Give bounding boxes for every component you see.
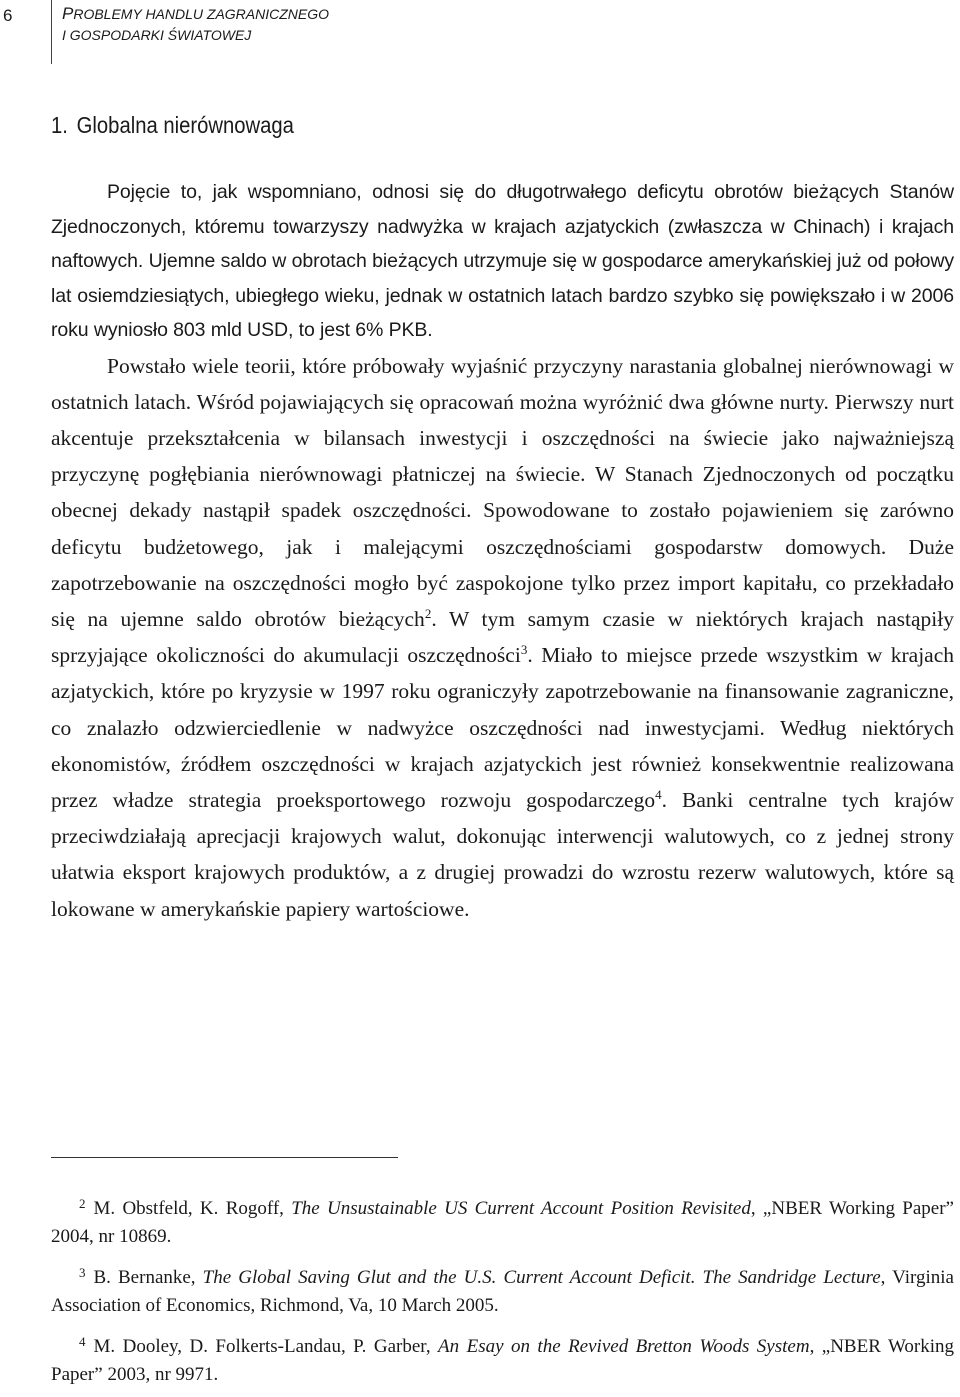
body-text	[51, 175, 954, 927]
footnote-ref-4[interactable]: 4	[655, 786, 662, 802]
running-head-line-1	[62, 3, 329, 25]
footnote-2	[51, 1190, 954, 1251]
footnote-mark: 3	[79, 1265, 86, 1280]
footnote-ref-3[interactable]: 3	[520, 641, 528, 657]
running-head	[62, 3, 329, 46]
footnote-authors: M. Obstfeld, K. Rogoff,	[93, 1198, 292, 1219]
paragraph-2-body-d: . Banki centralne tych krajów przeciwdziałają aprecjacji krajowych walut, dokonując interwencji walutowych, co z jednej strony ułatwia eksport krajowych produktów, a z drugiej prowadzi do wzrostu rezerw walutowych, które są lokowane w amerykańskie papiery wartościowe.	[51, 787, 954, 921]
page-number: 6	[3, 6, 13, 25]
paragraph-2-intro: Powstało wiele teorii, które próbowały wyjaśnić przyczyny narastania globalnej nierównowagi w ostatnich latach. Wśród pojawiających się opracowań można wyróżnić dwa główne nurty.	[51, 353, 954, 414]
running-head-initial: P	[62, 4, 74, 23]
paragraph-2-body-c: . Miało to miejsce przede wszystkim w krajach azjatyckich, które po kryzysie w 1997 roku ograniczyły zapotrzebowanie na finansowanie zagraniczne, co znalazło odzwierciedlenie w nadwyżce oszczędności nad inwestycjami. Według niektórych ekonomistów, źródłem oszczędności w krajach azjatyckich jest również konsekwentnie realizowana przez władze strategia proeksportowego rozwoju gospodarczego	[51, 643, 955, 812]
footnote-3	[51, 1259, 954, 1320]
footnote-separator	[51, 1157, 398, 1158]
paragraph-2-body-a: Pierwszy nurt akcentuje przekształcenia w bilansach inwestycji i oszczędności na świecie jako najważniejszą przyczynę pogłębiania nierównowagi płatniczej na świecie. W Stanach Zjednoczonych od początku obecnej dekady nastąpił spadek oszczędności. Spowodowane to zostało pojawieniem się zarówno deficytu budżetowego, jak i malejącymi oszczędnościami gospodarstw domowych. Duże zapotrzebowanie na oszczędności mogło być zaspokojone tylko przez import kapitału, co przekładało się na ujemne saldo obrotów bieżących	[51, 389, 955, 631]
paragraph-1: Pojęcie to, jak wspomniano, odnosi się do długotrwałego deficytu obrotów bieżących Stanów Zjednoczonych, któremu towarzyszy nadwyżka w krajach azjatyckich (zwłaszcza w Chinach) i krajach naftowych. Ujemne saldo w obrotach bieżących utrzymuje się w gospodarce amerykańskiej już od połowy lat osiemdziesiątych, ubiegłego wieku, jednak w ostatnich latach bardzo szybko się powiększało i w 2006 roku wyniosło 803 mld USD, to jest 6% PKB.	[51, 181, 954, 341]
running-head-line-2: I GOSPODARKI ŚWIATOWEJ	[62, 27, 252, 43]
section-number: 1.	[51, 112, 68, 138]
section-title: Globalna nierównowaga	[76, 112, 294, 138]
footnote-mark: 4	[79, 1334, 86, 1349]
footnote-source: , Virginia Association of Economics, Richmond, Va, 10 March 2005.	[51, 1267, 954, 1316]
footnote-4	[51, 1328, 954, 1389]
footnote-ref-2[interactable]: 2	[424, 605, 432, 621]
section-heading	[51, 112, 294, 139]
header-divider	[51, 0, 52, 64]
footnotes	[51, 1190, 954, 1397]
footnote-authors: M. Dooley, D. Folkerts-Landau, P. Garber,	[93, 1336, 439, 1357]
footnote-mark: 2	[79, 1196, 86, 1211]
footnote-source: , „NBER Working Paper” 2004, nr 10869.	[51, 1198, 954, 1247]
footnote-title: The Global Saving Glut and the U.S. Current Account Deficit. The Sandridge Lecture	[202, 1267, 881, 1288]
footnote-title: The Unsustainable US Current Account Position Revisited	[291, 1198, 751, 1219]
paragraph-2	[51, 348, 954, 927]
footnote-authors: B. Bernanke,	[93, 1267, 203, 1288]
paragraph-2-body-b: . W tym samym czasie w niektórych krajach nastąpiły sprzyjające okoliczności do akumulacji oszczędności	[51, 606, 954, 668]
footnote-source: , „NBER Working Paper” 2003, nr 9971.	[51, 1336, 954, 1385]
footnote-title: An Esay on the Revived Bretton Woods System	[438, 1336, 810, 1357]
running-head-line-1-rest: ROBLEMY HANDLU ZAGRANICZNEGO	[73, 6, 330, 22]
